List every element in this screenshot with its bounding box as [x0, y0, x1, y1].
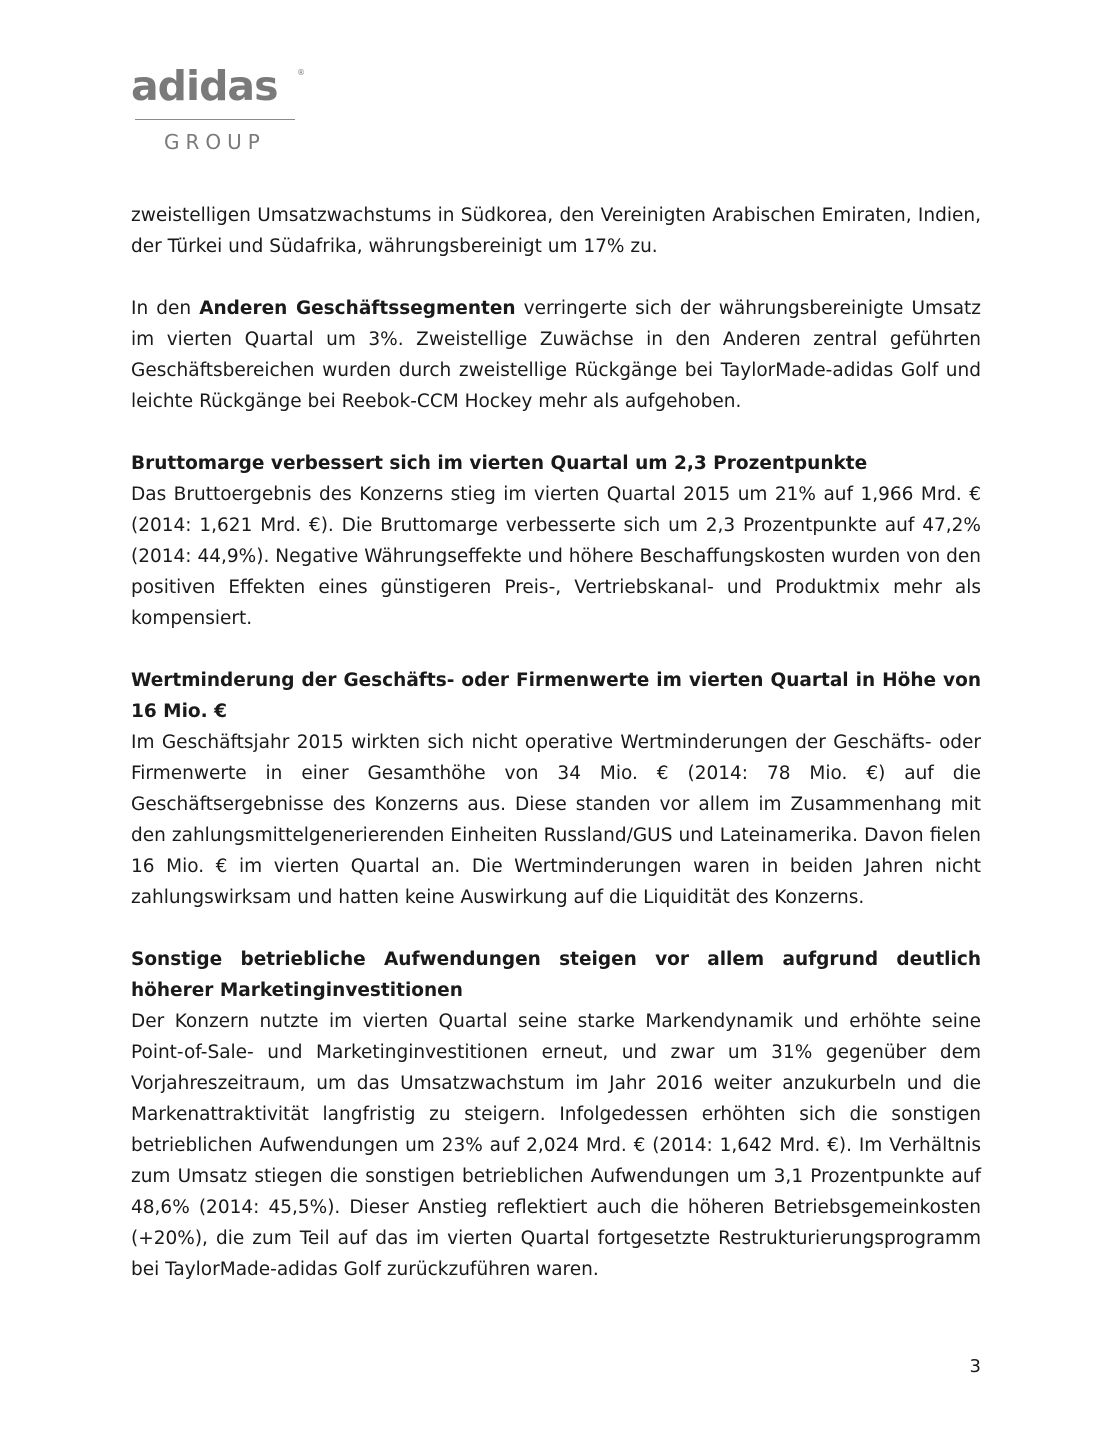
paragraph-other-segments-text: verringerte sich der währungsbereinigte Umsatz im vierten Quartal um 3%. Zweistellige Zuwächse in den Anderen zentral geführten Geschäftsbereichen wurden durch zweistellige Rückgänge bei TaylorMade-adidas Golf und leichte Rückgänge bei Reebok-CCM Hockey mehr als aufgehoben.: [131, 298, 982, 412]
paragraph-other-segments: [131, 293, 981, 417]
paragraph-intro: zweistelligen Umsatzwachstums in Südkorea, den Vereinigten Arabischen Emiraten, Indien, der Türkei und Südafrika, währungsbereinigt um 17% zu.: [131, 205, 981, 257]
paragraph-impairment: Im Geschäftsjahr 2015 wirkten sich nicht operative Wertminderungen der Geschäfts- oder Firmenwerte in einer Gesamthöhe von 34 Mio. € (2014: 78 Mio. €) auf die Geschäftsergebnisse des Konzerns aus. Diese standen vor allem im Zusammenhang mit den zahlungsmittelgenerierenden Einheiten Russland/GUS und Lateinamerika. Davon fielen 16 Mio. € im vierten Quartal an. Die Wertminderungen waren in beiden Jahren nicht zahlungswirksam und hatten keine Auswirkung auf die Liquidität des Konzerns.: [131, 732, 981, 908]
document-body: [131, 200, 981, 1285]
logo-registered-mark: ®: [297, 68, 305, 77]
paragraph-operating-expenses: Der Konzern nutzte im vierten Quartal seine starke Markendynamik und erhöhte seine Point-of-Sale- und Marketinginvestitionen erneut, und zwar um 31% gegenüber dem Vorjahreszeitraum, um das Umsatzwachstum im Jahr 2016 weiter anzukurbeln und die Markenattraktivität langfristig zu steigern. Infolgedessen erhöhten sich die sonstigen betrieblichen Aufwendungen um 23% auf 2,024 Mrd. € (2014: 1,642 Mrd. €). Im Verhältnis zum Umsatz stiegen die sonstigen betrieblichen Aufwendungen um 3,1 Prozentpunkte auf 48,6% (2014: 45,5%). Dieser Anstieg reflektiert auch die höheren Betriebsgemeinkosten (+20%), die zum Teil auf das im vierten Quartal fortgesetzte Restrukturierungsprogramm bei TaylorMade-adidas Golf zurückzuführen waren.: [131, 1011, 981, 1280]
page-number: 3: [969, 1356, 981, 1377]
paragraph-gross-margin: Das Bruttoergebnis des Konzerns stieg im vierten Quartal 2015 um 21% auf 1,966 Mrd. € (2014: 1,621 Mrd. €). Die Bruttomarge verbesserte sich um 2,3 Prozentpunkte auf 47,2% (2014: 44,9%). Negative Währungseffekte und höhere Beschaffungskosten wurden von den positiven Effekten eines günstigeren Preis-, Vertriebskanal- und Produktmix mehr als kompensiert.: [131, 484, 981, 629]
paragraph-other-segments-prefix: In den: [131, 298, 200, 319]
logo-divider: [135, 119, 295, 120]
logo-wordmark: adidas: [131, 62, 278, 110]
logo-group-text: GROUP: [164, 130, 266, 154]
heading-impairment: Wertminderung der Geschäfts- oder Firmenwerte im vierten Quartal in Höhe von 16 Mio. €: [131, 670, 981, 722]
adidas-group-logo: [131, 62, 305, 157]
heading-operating-expenses: Sonstige betriebliche Aufwendungen steigen vor allem aufgrund deutlich höherer Marketinginvestitionen: [131, 949, 981, 1001]
heading-gross-margin: Bruttomarge verbessert sich im vierten Quartal um 2,3 Prozentpunkte: [131, 453, 868, 474]
paragraph-other-segments-bold: Anderen Geschäftssegmenten: [199, 298, 516, 319]
